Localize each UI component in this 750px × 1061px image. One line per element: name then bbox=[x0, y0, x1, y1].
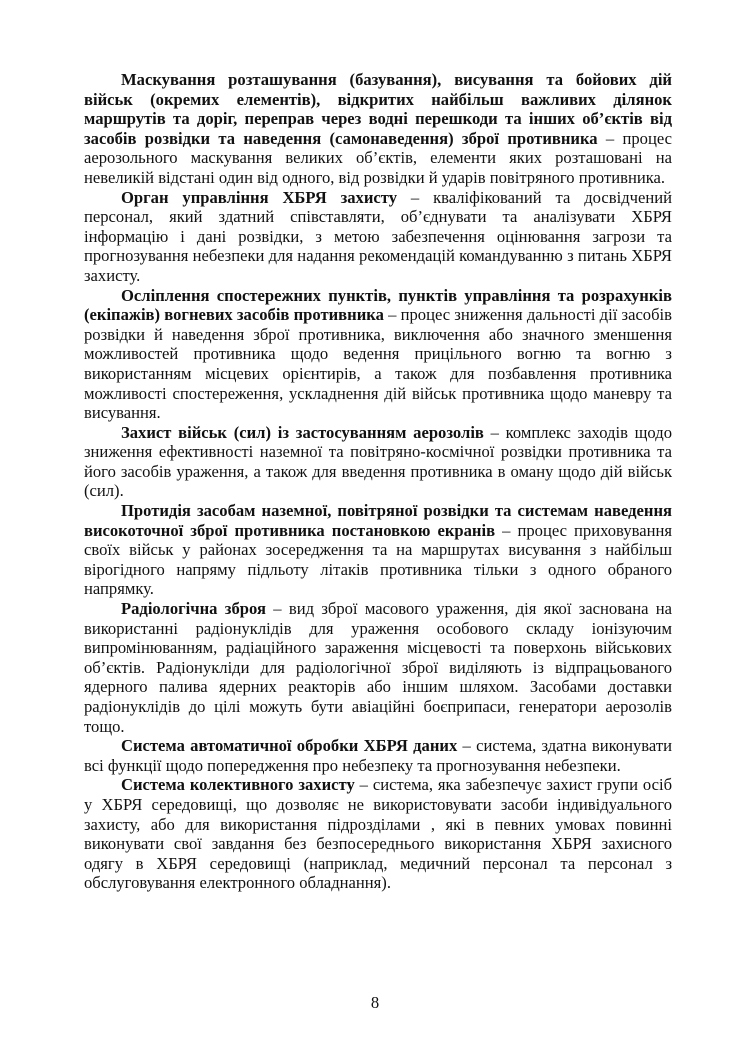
glossary-entry-cbrn-data-system bbox=[84, 736, 672, 775]
glossary-entry-collective-protection bbox=[84, 775, 672, 893]
glossary-term: Захист військ (сил) із застосуванням аерозолів bbox=[121, 422, 484, 442]
glossary-entry-screening-countermeasures bbox=[84, 501, 672, 599]
glossary-entry-radiological-weapon bbox=[84, 599, 672, 736]
glossary-entry-aerosol-camouflage bbox=[84, 70, 672, 188]
glossary-definition: – кваліфікований та досвідчений персонал, який здатний співставляти, об’єднувати та аналізувати ХБРЯ інформацію і дані розвідки, з метою забезпечення оцінювання загрози та прогнозування небезпеки для надання рекомендацій командуванню з питань ХБРЯ захисту. bbox=[84, 187, 672, 285]
glossary-term: Радіологічна зброя bbox=[121, 599, 266, 619]
glossary-term: Система автоматичної обробки ХБРЯ даних bbox=[121, 736, 458, 756]
page-number: 8 bbox=[370, 993, 380, 1012]
glossary-definition: – система, здатна виконувати всі функції щодо попередження про небезпеку та прогнозування небезпеки. bbox=[84, 736, 672, 775]
document-body bbox=[84, 70, 672, 893]
glossary-definition: – процес приховування своїх військ у районах зосередження та на маршрутах висування з найбільш вірогідного напряму підльоту літаків противника тільки з одного обраного напрямку. bbox=[84, 520, 672, 599]
glossary-definition: – процес аерозольного маскування великих об’єктів, елементи яких розташовані на невеликій відстані один від одного, від розвідки й ударів повітряного противника. bbox=[84, 128, 673, 187]
glossary-definition: – система, яка забезпечує захист групи осіб у ХБРЯ середовищі, що дозволяє не використовувати засоби індивідуального захисту, або для використання підрозділами , які в певних умовах повинні виконувати свої завдання без безпосереднього використання ХБРЯ захисного одягу в ХБРЯ середовищі (наприклад, медичний персонал та персонал з обслуговування електронного обладнання). bbox=[84, 775, 673, 893]
glossary-entry-blinding bbox=[84, 286, 672, 423]
glossary-entry-cbrn-control-body bbox=[84, 188, 672, 286]
glossary-term: Орган управління ХБРЯ захисту bbox=[121, 187, 397, 207]
glossary-definition: – процес зниження дальності дії засобів розвідки й наведення зброї противника, виключення або значного зменшення можливостей противника щодо ведення прицільного вогню та вогню з використанням місцевих орієнтирів, а також для позбавлення противника можливості спостереження, ускладнення дій військ противника щодо маневру та висування. bbox=[84, 305, 672, 423]
glossary-definition: – вид зброї масового ураження, дія якої заснована на використанні радіонуклідів для ураження особового складу іонізуючим випромінюванням, радіаційного зараження місцевості та поверхонь військових об’єктів. Радіонукліди для радіологічної зброї виділяють із відпрацьованого ядерного палива ядерних реакторів або іншим шляхом. Засобами доставки радіонуклідів до цілі можуть бути авіаційні боєприпаси, генератори аерозолів тощо. bbox=[84, 599, 672, 736]
glossary-term: Осліплення спостережних пунктів, пунктів управління та розрахунків (екіпажів) вогневих засобів противника bbox=[84, 285, 672, 325]
glossary-term: Протидія засобам наземної, повітряної розвідки та системам наведення високоточної зброї противника постановкою екранів bbox=[84, 501, 672, 540]
glossary-definition: – комплекс заходів щодо зниження ефективності наземної та повітряно-космічної розвідки противника та його засобів ураження, а також для введення противника в оману щодо дій військ (сил). bbox=[84, 422, 672, 501]
glossary-entry-aerosol-protection bbox=[84, 423, 672, 501]
glossary-term: Маскування розташування (базування), висування та бойових дій військ (окремих елементів), відкритих найбільш важливих ділянок маршрутів та доріг, переправ через водні перешкоди та інших об’єктів від засобів розвідки та наведення (самонаведення) зброї противника bbox=[84, 70, 672, 148]
glossary-term: Система колективного захисту bbox=[121, 775, 355, 795]
